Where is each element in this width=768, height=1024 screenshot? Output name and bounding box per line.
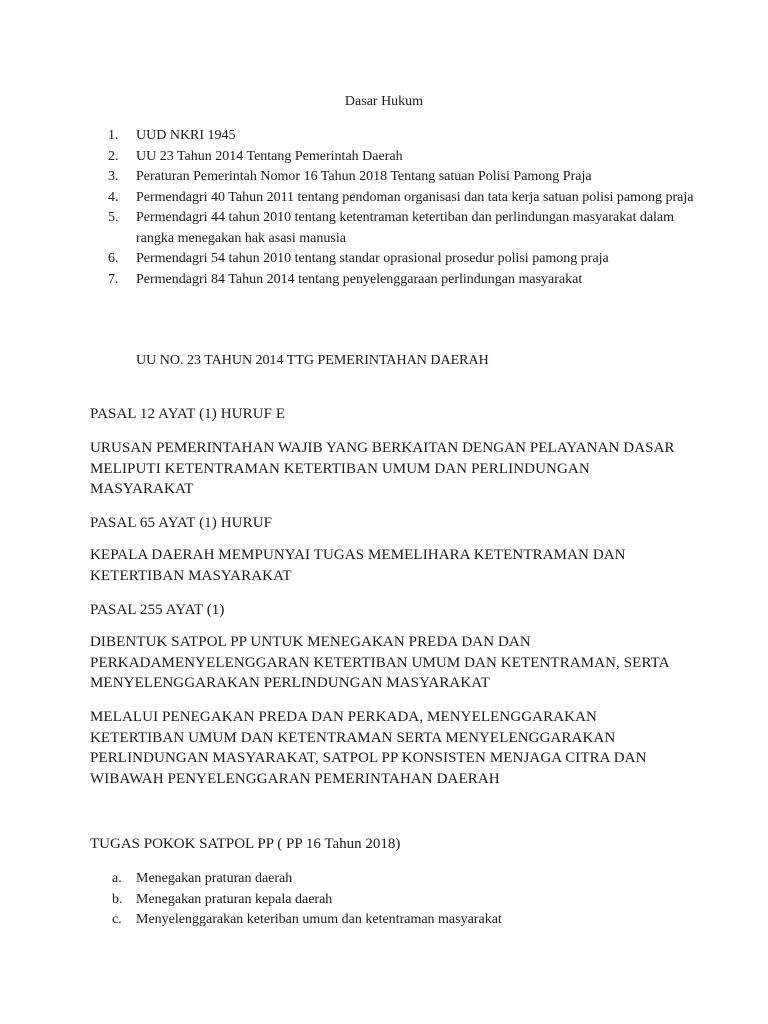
list-item bbox=[108, 147, 708, 168]
list-marker: c. bbox=[112, 912, 122, 927]
list-marker: 5. bbox=[108, 210, 119, 225]
list-item bbox=[108, 188, 708, 209]
list-item bbox=[108, 126, 708, 147]
tugas-heading: TUGAS POKOK SATPOL PP ( PP 16 Tahun 2018) bbox=[90, 836, 401, 852]
list-item bbox=[108, 208, 708, 249]
list-item-text: Menegakan praturan kepala daerah bbox=[136, 891, 333, 907]
list-marker: 4. bbox=[108, 189, 119, 205]
pasal-255-text: DIBENTUK SATPOL PP UNTUK MENEGAKAN PREDA DAN DAN PERKADAMENYELENGGARAN KETERTIBAN UMUM DAN KETENTRAMAN, SERTA MENYELENGGARAKAN PERLINDUNGAN MASYARAKAT bbox=[90, 634, 669, 691]
list-marker: a. bbox=[112, 871, 122, 886]
list-item-text: UU 23 Tahun 2014 Tentang Pemerintah Daerah bbox=[136, 148, 403, 164]
list-item-text: Menegakan praturan daerah bbox=[136, 871, 293, 886]
pasal-65-text: KEPALA DAERAH MEMPUNYAI TUGAS MEMELIHARA KETENTRAMAN DAN KETERTIBAN MASYARAKAT bbox=[90, 547, 626, 584]
list-marker: 6. bbox=[108, 251, 119, 266]
list-item-text: UUD NKRI 1945 bbox=[136, 128, 236, 143]
list-marker: 7. bbox=[108, 271, 119, 287]
list-item-text: Permendagri 40 Tahun 2011 tentang pendoman organisasi dan tata kerja satuan polisi pamong praja bbox=[136, 189, 694, 205]
list-item bbox=[108, 249, 708, 270]
list-marker: 1. bbox=[108, 128, 119, 143]
list-item bbox=[108, 270, 708, 291]
list-item-text: Permendagri 84 Tahun 2014 tentang penyelenggaraan perlindungan masyarakat bbox=[136, 271, 583, 287]
pasal-255-heading: PASAL 255 AYAT (1) bbox=[90, 602, 225, 618]
document-title: Dasar Hukum bbox=[344, 94, 424, 109]
legal-basis-list bbox=[108, 126, 708, 290]
list-item-text: Peraturan Pemerintah Nomor 16 Tahun 2018 Tentang satuan Polisi Pamong Praja bbox=[136, 169, 592, 184]
list-item bbox=[108, 167, 708, 188]
list-item-text: Permendagri 54 tahun 2010 tentang standar oprasional prosedur polisi pamong praja bbox=[136, 251, 609, 266]
list-item bbox=[108, 890, 708, 911]
list-marker: 3. bbox=[108, 169, 119, 184]
pasal-65-heading: PASAL 65 AYAT (1) HURUF bbox=[90, 515, 273, 531]
list-marker: 2. bbox=[108, 148, 119, 164]
list-item-text: Permendagri 44 tahun 2010 tentang ketentraman ketertiban dan perlindungan masyarakat dalam rangka menegakan hak asasi manusia bbox=[136, 210, 675, 246]
pasal-12-heading: PASAL 12 AYAT (1) HURUF E bbox=[90, 406, 286, 422]
list-item-text: Menyelenggarakan keteriban umum dan ketentraman masyarakat bbox=[136, 912, 502, 927]
pasal-12-text: URUSAN PEMERINTAHAN WAJIB YANG BERKAITAN DENGAN PELAYANAN DASAR MELIPUTI KETENTRAMAN KETERTIBAN UMUM DAN PERLINDUNGAN MASYARAKAT bbox=[90, 440, 675, 497]
list-item bbox=[108, 910, 708, 931]
list-marker: b. bbox=[112, 891, 123, 907]
closing-paragraph: MELALUI PENEGAKAN PREDA DAN PERKADA, MENYELENGGARAKAN KETERTIBAN UMUM DAN KETENTRAMAN SERTA MENYELENGGARAKAN PERLINDUNGAN MASYARAKAT, SATPOL PP KONSISTEN MENJAGA CITRA DAN WIBAWAH PENYELENGGARAN PEMERINTAHAN DAERAH bbox=[90, 709, 647, 787]
uu-heading: UU NO. 23 TAHUN 2014 TTG PEMERINTAHAN DAERAH bbox=[136, 353, 489, 368]
list-item bbox=[108, 869, 708, 890]
tugas-list bbox=[108, 869, 708, 931]
